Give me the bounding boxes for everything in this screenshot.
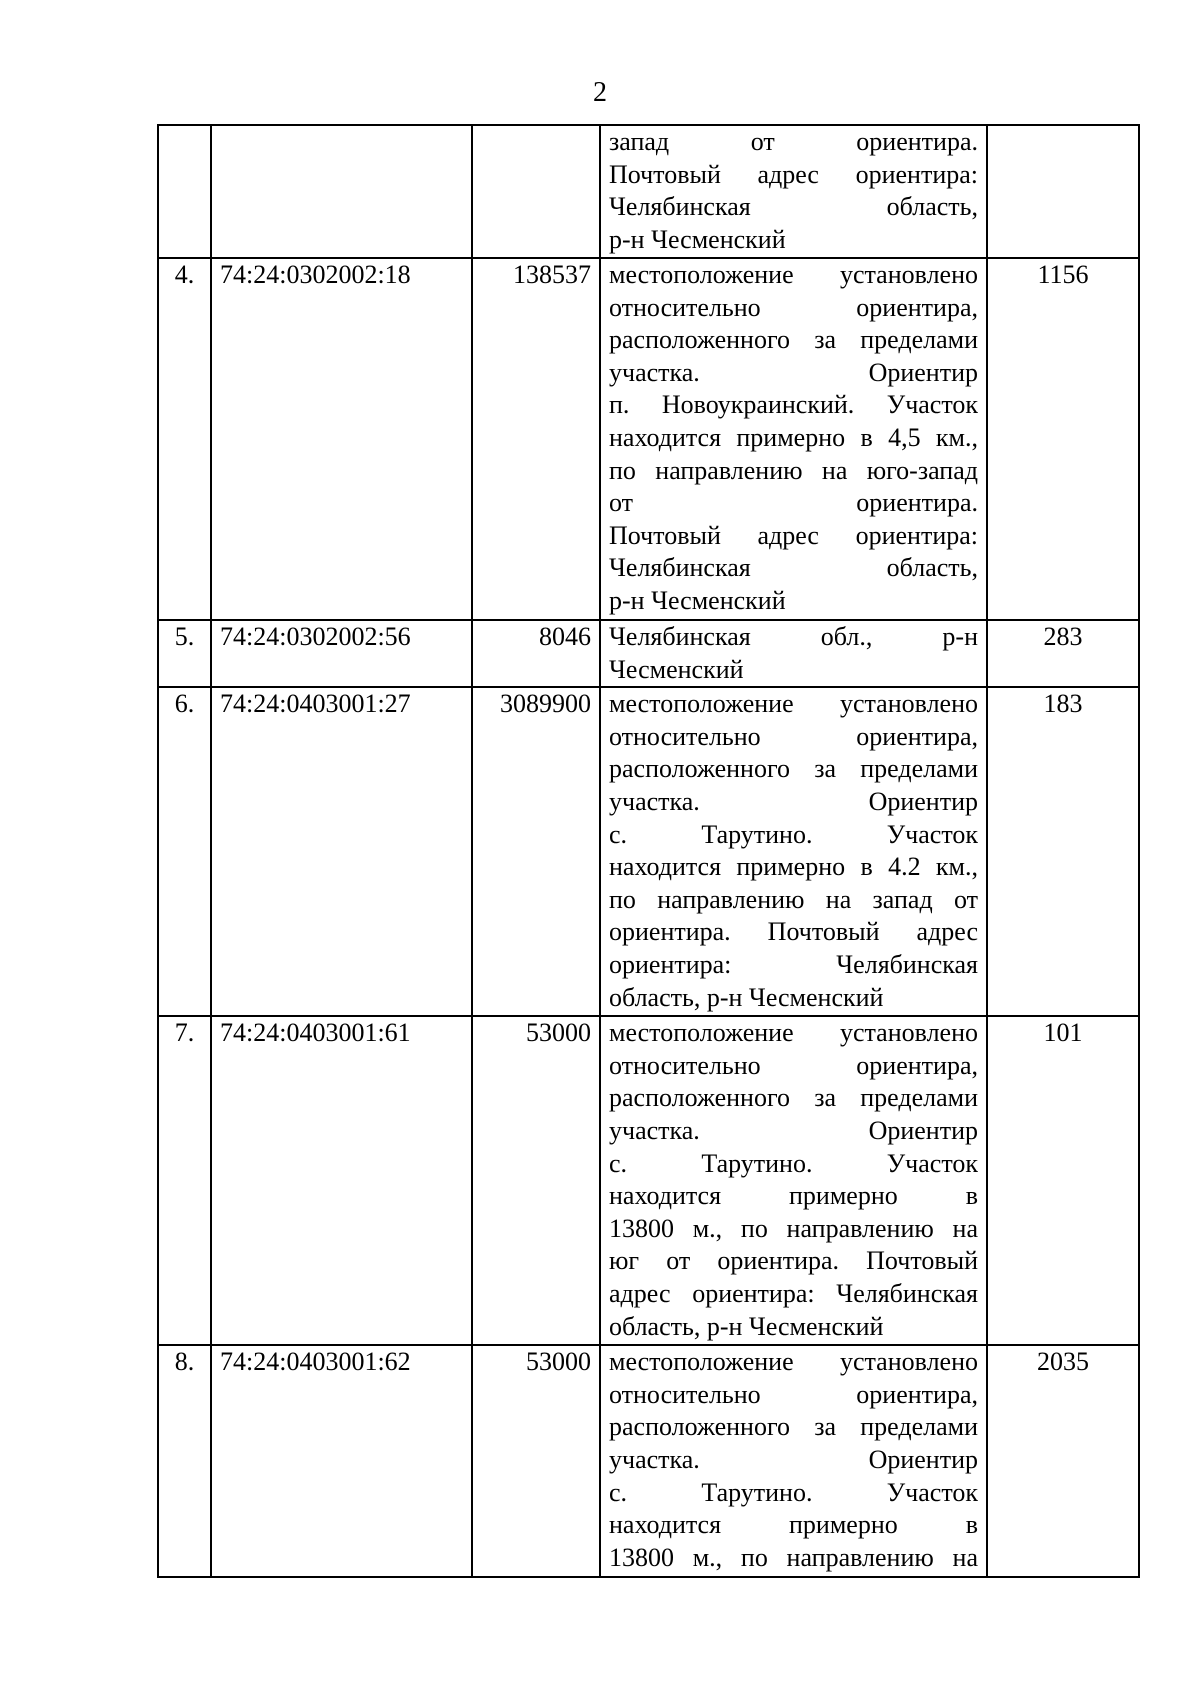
- row-number-cell: 7.: [158, 1016, 211, 1345]
- table-row: [158, 258, 1139, 620]
- cadastral-number-cell: 74:24:0403001:62: [211, 1345, 472, 1577]
- row-number-cell: 5.: [158, 620, 211, 687]
- row-number-cell: 4.: [158, 258, 211, 620]
- location-line: местоположение установлено: [609, 689, 978, 719]
- value-cell: 101: [987, 1016, 1139, 1345]
- cadastral-number-cell: 74:24:0403001:27: [211, 687, 472, 1016]
- value-cell: [987, 125, 1139, 258]
- location-line: находится примерно в: [609, 1510, 978, 1540]
- location-line: п. Новоукраинский. Участок: [609, 390, 978, 420]
- location-line: запад от ориентира.: [609, 127, 978, 156]
- location-line: ориентира: Челябинская: [609, 949, 978, 979]
- cadastral-number-cell: 74:24:0302002:18: [211, 258, 472, 620]
- location-line: Почтовый адрес ориентира:: [609, 520, 978, 550]
- location-line: р-н Чесменский: [609, 585, 786, 615]
- location-line: местоположение установлено: [609, 1347, 978, 1377]
- location-line: по направлению на юго-запад: [609, 455, 978, 485]
- location-line: по направлению на запад от: [609, 884, 978, 914]
- location-line: находится примерно в 4.2 км.,: [609, 852, 978, 882]
- location-line: от ориентира.: [609, 488, 978, 518]
- location-cell: [600, 1016, 987, 1345]
- location-line: Почтовый адрес ориентира:: [609, 159, 978, 189]
- location-line: область, р-н Чесменский: [609, 1311, 884, 1341]
- page-number: 2: [593, 77, 607, 108]
- location-line: Чесменский: [609, 654, 744, 684]
- location-line: с. Тарутино. Участок: [609, 1148, 978, 1178]
- location-line: Челябинская область,: [609, 553, 978, 583]
- location-line: относительно ориентира,: [609, 1050, 978, 1080]
- location-line: участка. Ориентир: [609, 1444, 978, 1474]
- location-line: расположенного за пределами: [609, 1083, 978, 1113]
- table-row: [158, 620, 1139, 687]
- location-line: адрес ориентира: Челябинская: [609, 1278, 978, 1308]
- location-line: с. Тарутино. Участок: [609, 1477, 978, 1507]
- location-line: Челябинская обл., р-н: [609, 622, 978, 651]
- area-cell: 8046: [472, 620, 600, 687]
- row-number-cell: [158, 125, 211, 258]
- location-cell: [600, 258, 987, 620]
- cadastral-number-cell: [211, 125, 472, 258]
- area-cell: 53000: [472, 1016, 600, 1345]
- value-cell: 183: [987, 687, 1139, 1016]
- location-line: местоположение установлено: [609, 260, 978, 289]
- cadastral-number-cell: 74:24:0403001:61: [211, 1016, 472, 1345]
- location-line: область, р-н Чесменский: [609, 982, 884, 1012]
- location-line: участка. Ориентир: [609, 357, 978, 387]
- location-line: участка. Ориентир: [609, 1115, 978, 1145]
- location-line: находится примерно в: [609, 1181, 978, 1211]
- location-line: ориентира. Почтовый адрес: [609, 917, 978, 947]
- location-cell: [600, 620, 987, 687]
- location-line: относительно ориентира,: [609, 292, 978, 322]
- location-line: 13800 м., по направлению на: [609, 1542, 978, 1572]
- location-line: относительно ориентира,: [609, 721, 978, 751]
- location-cell: [600, 125, 987, 258]
- location-line: расположенного за пределами: [609, 325, 978, 355]
- table-row: [158, 1345, 1139, 1577]
- location-cell: [600, 687, 987, 1016]
- area-cell: 138537: [472, 258, 600, 620]
- value-cell: 1156: [987, 258, 1139, 620]
- location-line: с. Тарутино. Участок: [609, 819, 978, 849]
- location-line: расположенного за пределами: [609, 754, 978, 784]
- location-line: юг от ориентира. Почтовый: [609, 1246, 978, 1276]
- location-line: находится примерно в 4,5 км.,: [609, 422, 978, 452]
- location-line: р-н Чесменский: [609, 224, 786, 254]
- table-row: [158, 687, 1139, 1016]
- location-line: участка. Ориентир: [609, 786, 978, 816]
- area-cell: [472, 125, 600, 258]
- row-number-cell: 6.: [158, 687, 211, 1016]
- table-row: [158, 125, 1139, 258]
- area-cell: 53000: [472, 1345, 600, 1577]
- location-line: местоположение установлено: [609, 1018, 978, 1048]
- location-cell: [600, 1345, 987, 1577]
- location-line: Челябинская область,: [609, 192, 978, 222]
- location-line: расположенного за пределами: [609, 1412, 978, 1442]
- row-number-cell: 8.: [158, 1345, 211, 1577]
- table-row: [158, 1016, 1139, 1345]
- value-cell: 283: [987, 620, 1139, 687]
- cadastral-number-cell: 74:24:0302002:56: [211, 620, 472, 687]
- location-line: 13800 м., по направлению на: [609, 1213, 978, 1243]
- value-cell: 2035: [987, 1345, 1139, 1577]
- area-cell: 3089900: [472, 687, 600, 1016]
- location-line: относительно ориентира,: [609, 1379, 978, 1409]
- land-plots-table: [157, 124, 1140, 1578]
